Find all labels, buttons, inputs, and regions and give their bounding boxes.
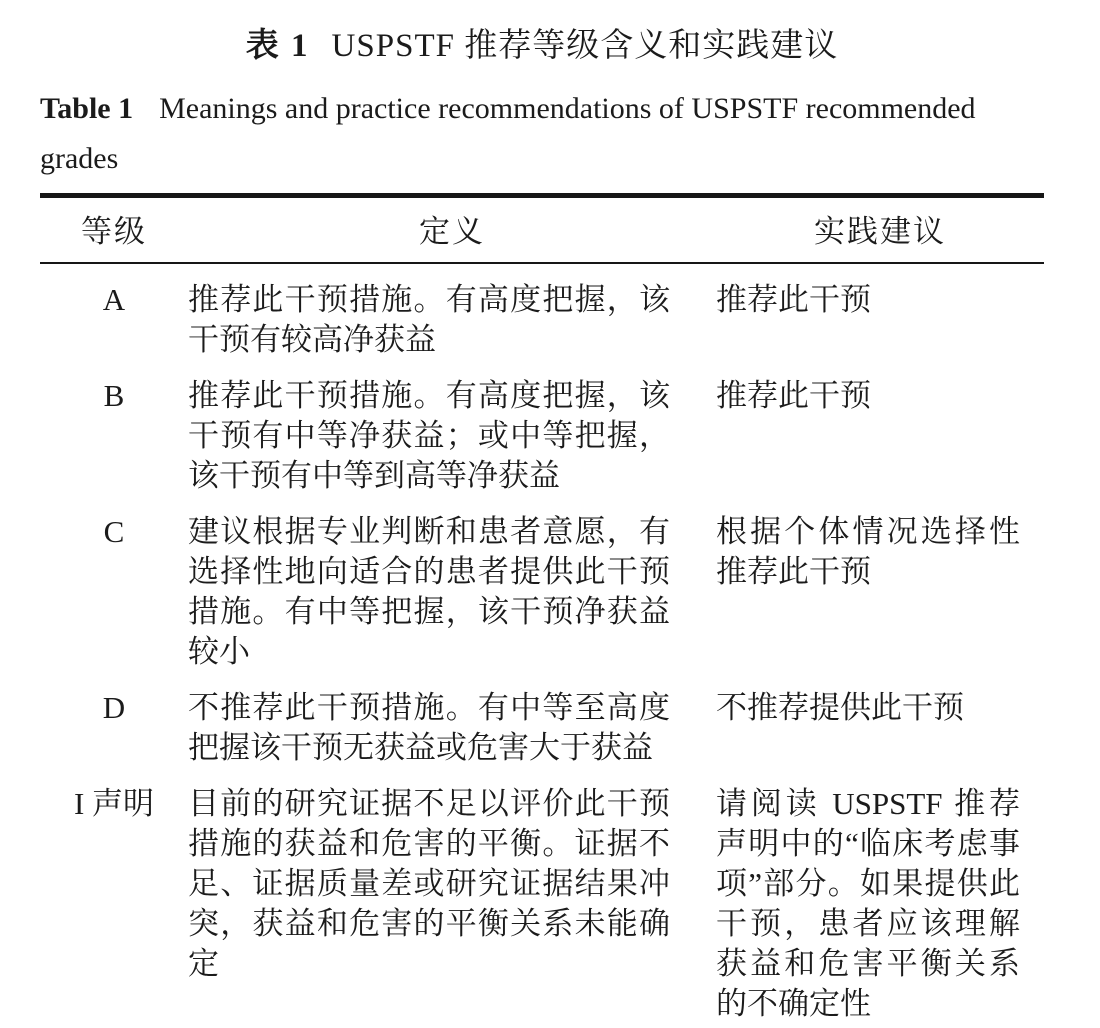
table-caption-en bbox=[40, 84, 1044, 184]
table-header-row bbox=[40, 196, 1044, 264]
table-row-grade-c bbox=[40, 496, 1044, 672]
table-caption-zh-text: USPSTF 推荐等级含义和实践建议 bbox=[331, 28, 839, 64]
practice-cell: 推荐此干预 bbox=[716, 282, 871, 317]
practice-cell: 请阅读 USPSTF 推荐声明中的“临床考虑事项”部分。如果提供此干预，患者应该理解获益和危害平衡关系的不确定性 bbox=[716, 786, 1020, 1021]
practice-cell: 不推荐提供此干预 bbox=[716, 690, 964, 725]
grade-cell: D bbox=[102, 690, 126, 725]
table-row-grade-d bbox=[40, 672, 1044, 768]
definition-cell: 不推荐此干预措施。有中等至高度把握该干预无获益或危害大于获益 bbox=[188, 690, 670, 765]
table-row-grade-b bbox=[40, 360, 1044, 496]
definition-cell: 建议根据专业判断和患者意愿，有选择性地向适合的患者提供此干预措施。有中等把握，该干预净获益较小 bbox=[188, 514, 670, 669]
table-caption-en-text: Meanings and practice recommendations of USPSTF recommended grades bbox=[40, 92, 976, 175]
table-row-grade-a bbox=[40, 263, 1044, 360]
table-caption-zh-label: 表 1 bbox=[245, 28, 310, 64]
column-header-definition: 定义 bbox=[188, 196, 716, 264]
practice-cell: 推荐此干预 bbox=[716, 378, 871, 413]
table-caption-zh bbox=[40, 24, 1044, 68]
table-row-grade-i-statement bbox=[40, 768, 1044, 1028]
grade-cell: B bbox=[103, 378, 125, 413]
grade-cell: I 声明 bbox=[73, 786, 155, 821]
column-header-grade: 等级 bbox=[40, 196, 188, 264]
uspstf-grades-table bbox=[40, 193, 1044, 1028]
grade-cell: A bbox=[102, 282, 126, 317]
practice-cell: 根据个体情况选择性推荐此干预 bbox=[716, 514, 1020, 589]
column-header-practice: 实践建议 bbox=[716, 196, 1044, 264]
definition-cell: 推荐此干预措施。有高度把握，该干预有中等净获益；或中等把握，该干预有中等到高等净获益 bbox=[188, 378, 670, 493]
grade-cell: C bbox=[103, 514, 125, 549]
definition-cell: 推荐此干预措施。有高度把握，该干预有较高净获益 bbox=[188, 282, 670, 357]
table-block bbox=[40, 24, 1044, 1028]
table-caption-en-label: Table 1 bbox=[40, 92, 134, 125]
definition-cell: 目前的研究证据不足以评价此干预措施的获益和危害的平衡。证据不足、证据质量差或研究证据结果冲突，获益和危害的平衡关系未能确定 bbox=[188, 786, 670, 981]
